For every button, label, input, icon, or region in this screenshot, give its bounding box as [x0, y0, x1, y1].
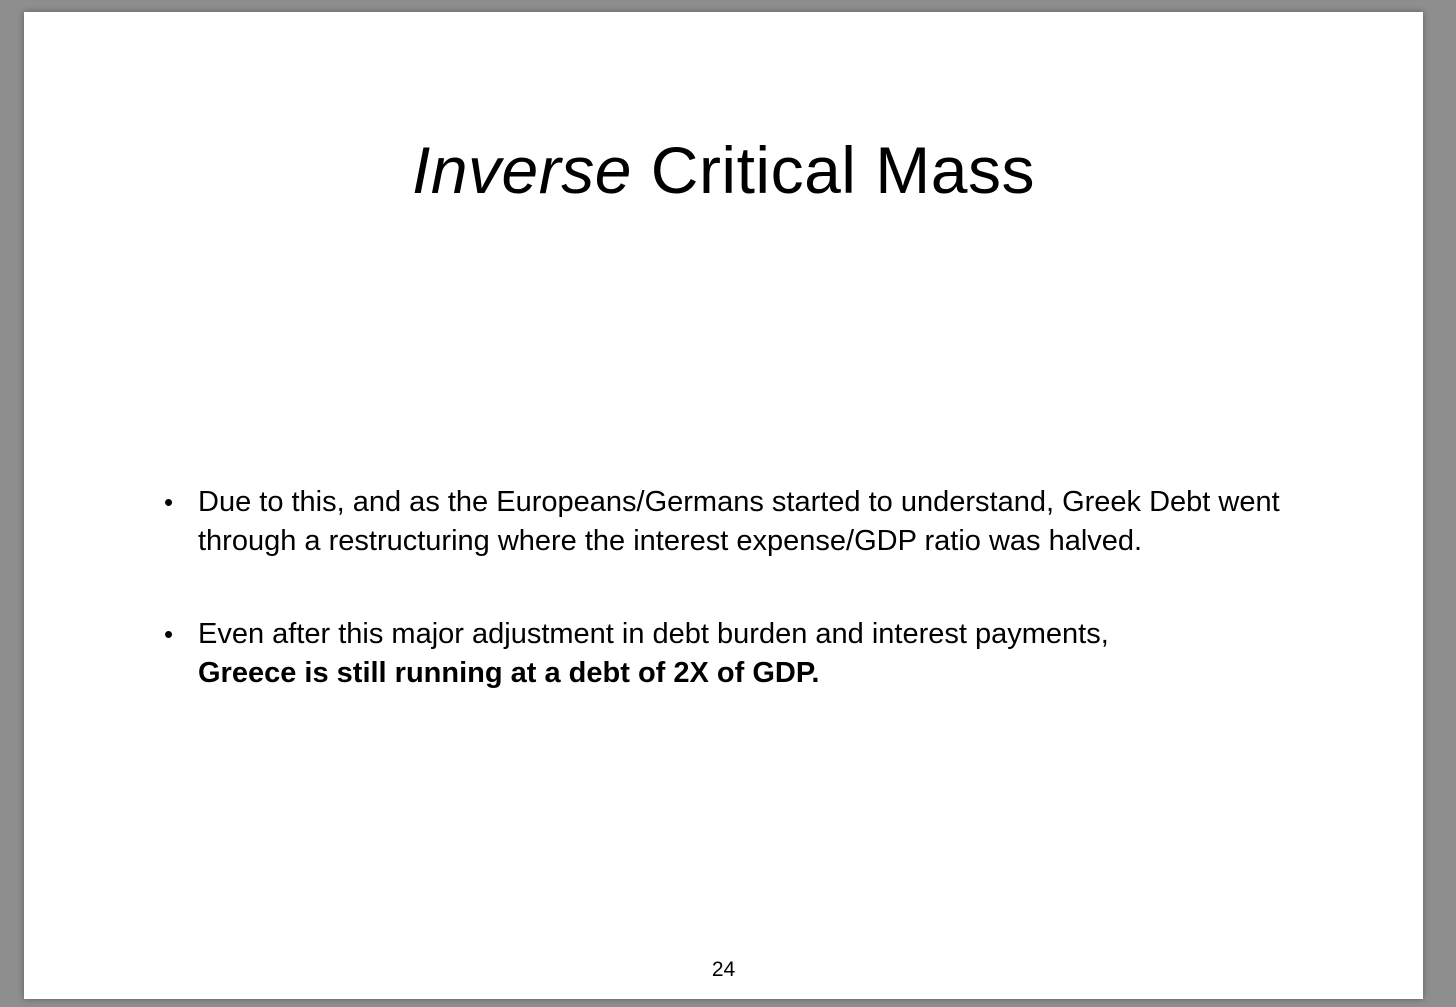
bullet-icon: •: [164, 487, 174, 517]
slide-title-rest: Critical Mass: [631, 133, 1035, 207]
slide-title-italic: Inverse: [412, 133, 632, 207]
bullet-text: Even after this major adjustment in debt burden and interest payments,: [198, 618, 1109, 650]
bullet-list: [164, 483, 1284, 747]
page-number: 24: [711, 958, 736, 981]
bullet-icon: •: [164, 619, 174, 649]
slide-page: [24, 12, 1423, 999]
bullet-text: Due to this, and as the Europeans/Germans started to understand, Greek Debt went through a restructuring where the interest expense/GDP ratio was halved.: [198, 486, 1280, 557]
bullet-item-debt: [164, 615, 1284, 692]
slide-title: [24, 130, 1423, 210]
bullet-bold-text: Greece is still running at a debt of 2X of GDP.: [198, 656, 820, 689]
bullet-item-restructuring: [164, 483, 1284, 560]
